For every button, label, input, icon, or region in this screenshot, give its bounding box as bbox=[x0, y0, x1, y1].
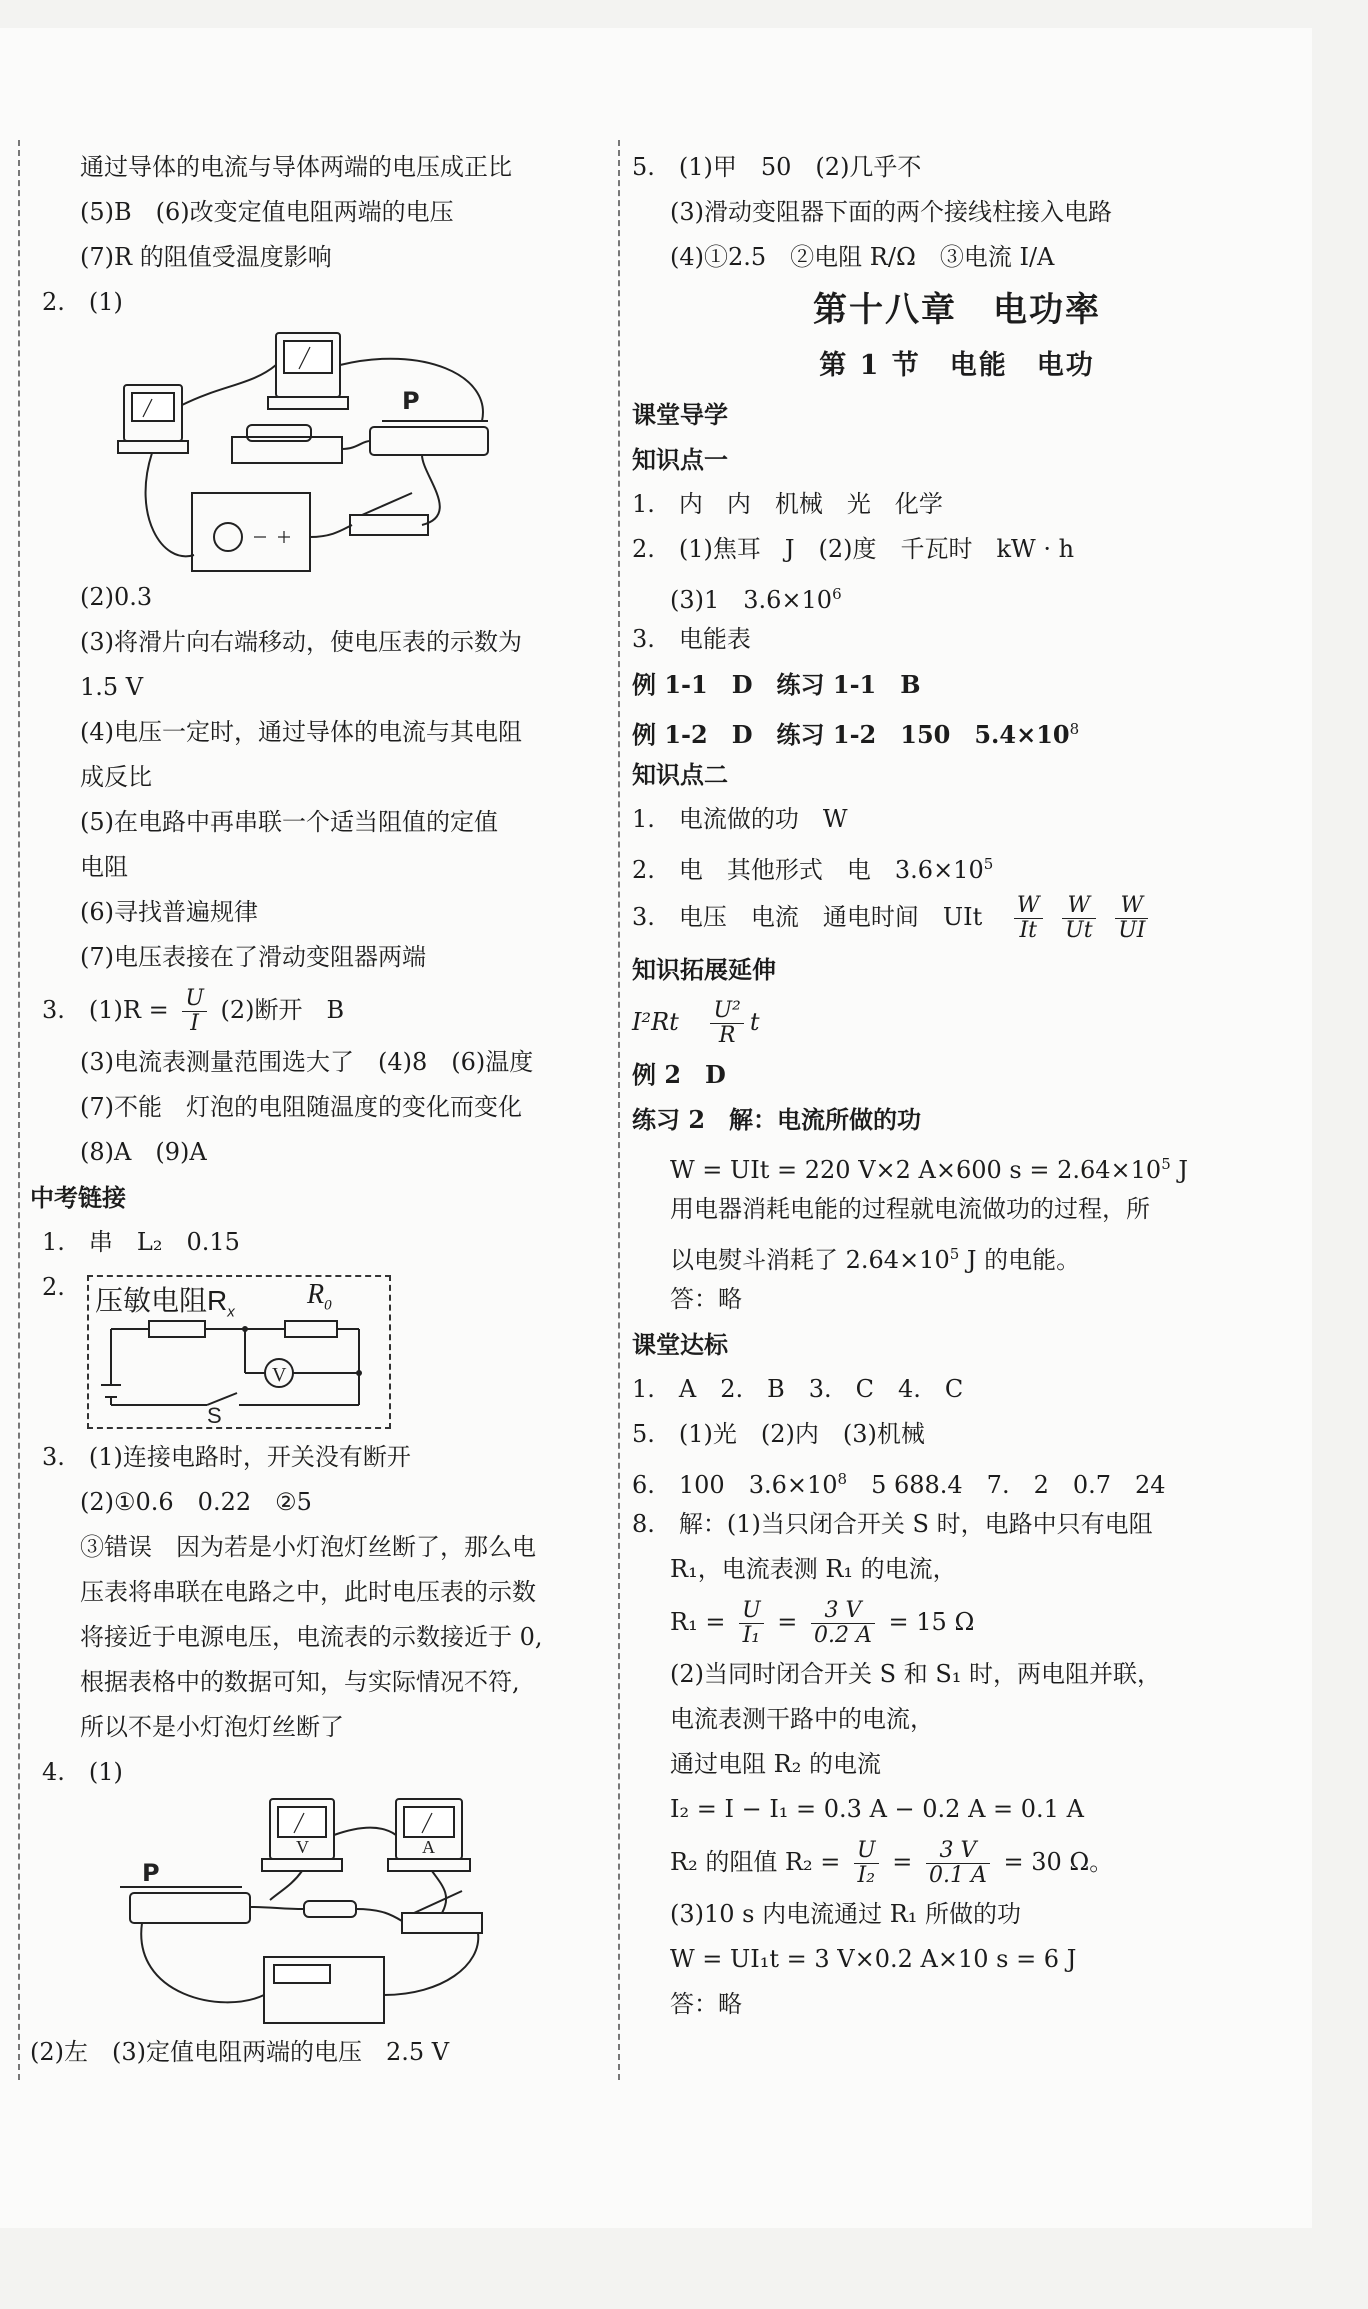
text-line: 答：略 bbox=[670, 1990, 742, 2018]
numerator: U bbox=[739, 1599, 764, 1624]
fraction bbox=[926, 1839, 990, 1888]
text-line: 5. (1)甲 50 (2)几乎不 bbox=[632, 153, 922, 181]
fraction bbox=[1014, 894, 1043, 943]
text-run: (3)1 3.6×10 bbox=[670, 586, 833, 614]
text-line: 成反比 bbox=[80, 763, 152, 791]
exponent: 8 bbox=[1069, 720, 1080, 738]
formula-prefix: 3. (1)R = bbox=[42, 996, 169, 1024]
text-line: (7)电压表接在了滑动变阻器两端 bbox=[80, 943, 426, 971]
text-line: 5. (1)光 (2)内 (3)机械 bbox=[632, 1420, 925, 1448]
fraction bbox=[739, 1599, 764, 1648]
text-run: 例 1-2 D 练习 1-2 150 5.4×10 bbox=[632, 720, 1070, 749]
ammeter-label: A bbox=[422, 1837, 435, 1857]
question-number: 2. bbox=[42, 1273, 65, 1301]
formula-line bbox=[632, 992, 1282, 1052]
text-line: I₂ = I − I₁ = 0.3 A − 0.2 A = 0.1 A bbox=[670, 1795, 1084, 1823]
right-column bbox=[632, 145, 1282, 2027]
pressure-resistor-subscript: x bbox=[227, 1303, 235, 1321]
text-run: = bbox=[777, 1608, 798, 1636]
text-line bbox=[632, 1142, 1282, 1187]
formula-line bbox=[632, 1592, 1282, 1652]
text-line: (7)R 的阻值受温度影响 bbox=[80, 243, 332, 271]
text-line: 通过导体的电流与导体两端的电压成正比 bbox=[80, 153, 512, 181]
apparatus-figure-1 bbox=[42, 325, 602, 575]
text-line: (6)寻找普遍规律 bbox=[80, 898, 258, 926]
text-line: 所以不是小灯泡灯丝断了 bbox=[80, 1713, 344, 1741]
text-line bbox=[632, 1457, 1282, 1502]
denominator: 0.2 A bbox=[814, 1623, 872, 1648]
text-line: 电流表测干路中的电流， bbox=[670, 1705, 934, 1733]
text-line: (3)电流表测量范围选大了 (4)8 (6)温度 bbox=[80, 1048, 534, 1076]
fraction bbox=[854, 1839, 879, 1888]
fraction bbox=[710, 999, 743, 1048]
text-run: J bbox=[1170, 1156, 1188, 1184]
text-run: = 15 Ω bbox=[888, 1608, 975, 1636]
text-run: J 的电能。 bbox=[959, 1246, 1081, 1274]
text-line: 用电器消耗电能的过程就电流做功的过程，所 bbox=[670, 1195, 1150, 1223]
text-line: 例 1-1 D 练习 1-1 B bbox=[632, 670, 921, 699]
numerator: 3 V bbox=[926, 1839, 990, 1864]
text-line: 1. 电流做的功 W bbox=[632, 805, 848, 833]
text-run: W = UIt = 220 V×2 A×600 s = 2.64×10 bbox=[670, 1156, 1162, 1184]
text-line: (4)①2.5 ②电阻 R/Ω ③电流 I/A bbox=[670, 243, 1055, 271]
numerator: W bbox=[1062, 894, 1095, 919]
fraction bbox=[1115, 894, 1148, 943]
numerator: U bbox=[854, 1839, 879, 1864]
left-column bbox=[30, 145, 602, 2075]
junction-dot bbox=[242, 1326, 248, 1332]
section-title: 第 1 节 电能 电功 bbox=[819, 350, 1095, 381]
text-line: 3. 电能表 bbox=[632, 625, 751, 653]
section-heading: 课堂达标 bbox=[632, 1330, 728, 1359]
fig1-slider-label: P bbox=[402, 387, 420, 415]
text-line: ③错误 因为若是小灯泡灯丝断了，那么电 bbox=[80, 1533, 536, 1561]
voltmeter-label: V bbox=[296, 1837, 309, 1857]
text-line bbox=[632, 572, 1282, 617]
text-line: (7)不能 灯泡的电阻随温度的变化而变化 bbox=[80, 1093, 522, 1121]
text-run: I²Rt bbox=[632, 1008, 679, 1036]
apparatus-illustration-2 bbox=[42, 1795, 562, 2030]
formula-line bbox=[632, 887, 1282, 947]
text-line: 电阻 bbox=[80, 853, 128, 881]
fixed-resistor-text: R bbox=[307, 1279, 325, 1310]
text-run: 2. 电 其他形式 电 3.6×10 bbox=[632, 856, 984, 884]
text-line: (8)A (9)A bbox=[80, 1138, 207, 1166]
text-line: 8. 解：(1)当只闭合开关 S 时，电路中只有电阻 bbox=[632, 1510, 1153, 1538]
text-line: R₁，电流表测 R₁ 的电流， bbox=[670, 1555, 957, 1583]
circuit-frame bbox=[87, 1275, 391, 1429]
formula-line bbox=[632, 1832, 1282, 1892]
junction-dot bbox=[356, 1370, 362, 1376]
circuit-drawing bbox=[89, 1277, 389, 1427]
text-run: R₂ 的阻值 R₂ = bbox=[670, 1848, 841, 1876]
text-line: 2. (1) bbox=[42, 288, 123, 316]
subsection-heading: 知识点二 bbox=[632, 760, 728, 789]
text-line: W = UI₁t = 3 V×0.2 A×10 s = 6 J bbox=[670, 1945, 1077, 1973]
text-line: 通过电阻 R₂ 的电流 bbox=[670, 1750, 881, 1778]
exponent: 8 bbox=[837, 1470, 848, 1488]
text-line: (2)①0.6 0.22 ②5 bbox=[80, 1488, 312, 1516]
numerator: U bbox=[182, 987, 207, 1012]
numerator: W bbox=[1014, 894, 1043, 919]
denominator: It bbox=[1019, 918, 1037, 943]
text-run: 以电熨斗消耗了 2.64×10 bbox=[670, 1246, 950, 1274]
text-line: (3)10 s 内电流通过 R₁ 所做的功 bbox=[670, 1900, 1022, 1928]
text-line: (4)电压一定时，通过导体的电流与其电阻 bbox=[80, 718, 522, 746]
text-line: 根据表格中的数据可知，与实际情况不符, bbox=[80, 1668, 520, 1696]
binding-dash-line bbox=[18, 140, 20, 2080]
circuit-diagram-figure bbox=[42, 1265, 602, 1435]
fraction bbox=[1062, 894, 1095, 943]
text-line: (2)当同时闭合开关 S 和 S₁ 时，两电阻并联， bbox=[670, 1660, 1162, 1688]
column-divider bbox=[618, 140, 620, 2080]
apparatus-illustration-1 bbox=[42, 325, 522, 575]
voltmeter-label: V bbox=[272, 1364, 287, 1386]
denominator: I₂ bbox=[857, 1863, 876, 1888]
text-line: (5)B (6)改变定值电阻两端的电压 bbox=[80, 198, 454, 226]
fraction bbox=[811, 1599, 875, 1648]
text-line: 将接近于电源电压，电流表的示数接近于 0, bbox=[80, 1623, 543, 1651]
formula-suffix: (2)断开 B bbox=[220, 996, 345, 1024]
text-run: 3. 电压 电流 通电时间 UIt bbox=[632, 903, 983, 931]
fig2-slider-label: P bbox=[142, 1859, 160, 1887]
text-run: 6. 100 3.6×10 bbox=[632, 1471, 838, 1499]
subsection-heading: 知识点一 bbox=[632, 445, 728, 474]
text-line: 答：略 bbox=[670, 1285, 742, 1313]
denominator: Ut bbox=[1065, 918, 1093, 943]
formula-line bbox=[42, 980, 602, 1040]
text-line: 4. (1) bbox=[42, 1758, 123, 1786]
exponent: 5 bbox=[1161, 1155, 1171, 1173]
numerator: U² bbox=[710, 999, 743, 1024]
text-line: (3)将滑片向右端移动，使电压表的示数为 bbox=[80, 628, 522, 656]
switch-label: S bbox=[207, 1403, 222, 1427]
section-heading: 知识拓展延伸 bbox=[632, 955, 776, 984]
apparatus-figure-2 bbox=[42, 1795, 602, 2030]
text-run: R₁ = bbox=[670, 1608, 726, 1636]
text-run: 5 688.4 7. 2 0.7 24 bbox=[847, 1471, 1166, 1499]
text-line: 3. (1)连接电路时，开关没有断开 bbox=[42, 1443, 411, 1471]
exponent: 6 bbox=[832, 585, 842, 603]
denominator: I₁ bbox=[742, 1623, 761, 1648]
numerator: W bbox=[1115, 894, 1148, 919]
text-line: 1. A 2. B 3. C 4. C bbox=[632, 1375, 964, 1403]
text-run: = 30 Ω。 bbox=[1003, 1848, 1114, 1876]
text-line bbox=[632, 1232, 1282, 1277]
text-line bbox=[632, 707, 1282, 752]
section-heading: 课堂导学 bbox=[632, 400, 728, 429]
pressure-resistor-text: 压敏电阻R bbox=[95, 1285, 228, 1316]
denominator: I bbox=[190, 1011, 199, 1036]
fixed-resistor-subscript: 0 bbox=[324, 1297, 332, 1314]
text-line: 例 2 D bbox=[632, 1060, 726, 1089]
text-line: (3)滑动变阻器下面的两个接线柱接入电路 bbox=[670, 198, 1112, 226]
numerator: 3 V bbox=[811, 1599, 875, 1624]
fraction bbox=[182, 987, 207, 1036]
text-line: 1. 串 L₂ 0.15 bbox=[42, 1228, 240, 1256]
text-line: (2)左 (3)定值电阻两端的电压 2.5 V bbox=[30, 2038, 450, 2066]
denominator: UI bbox=[1118, 918, 1146, 943]
text-line: (5)在电路中再串联一个适当阻值的定值 bbox=[80, 808, 498, 836]
text-run: t bbox=[749, 1008, 760, 1036]
text-line: 1. 内 内 机械 光 化学 bbox=[632, 490, 943, 518]
text-line: 练习 2 解：电流所做的功 bbox=[632, 1105, 922, 1134]
text-line bbox=[632, 842, 1282, 887]
exponent: 5 bbox=[949, 1245, 960, 1263]
text-run: = bbox=[892, 1848, 913, 1876]
exponent: 5 bbox=[983, 855, 994, 873]
text-line: 2. (1)焦耳 J (2)度 千瓦时 kW · h bbox=[632, 535, 1075, 563]
denominator: 0.1 A bbox=[928, 1863, 987, 1888]
text-line: (2)0.3 bbox=[80, 583, 153, 611]
text-line: 压表将串联在电路之中，此时电压表的示数 bbox=[80, 1578, 536, 1606]
denominator: R bbox=[718, 1023, 736, 1048]
chapter-title: 第十八章 电功率 bbox=[813, 290, 1101, 330]
text-line: 1.5 V bbox=[80, 673, 144, 701]
section-heading: 中考链接 bbox=[30, 1183, 126, 1212]
